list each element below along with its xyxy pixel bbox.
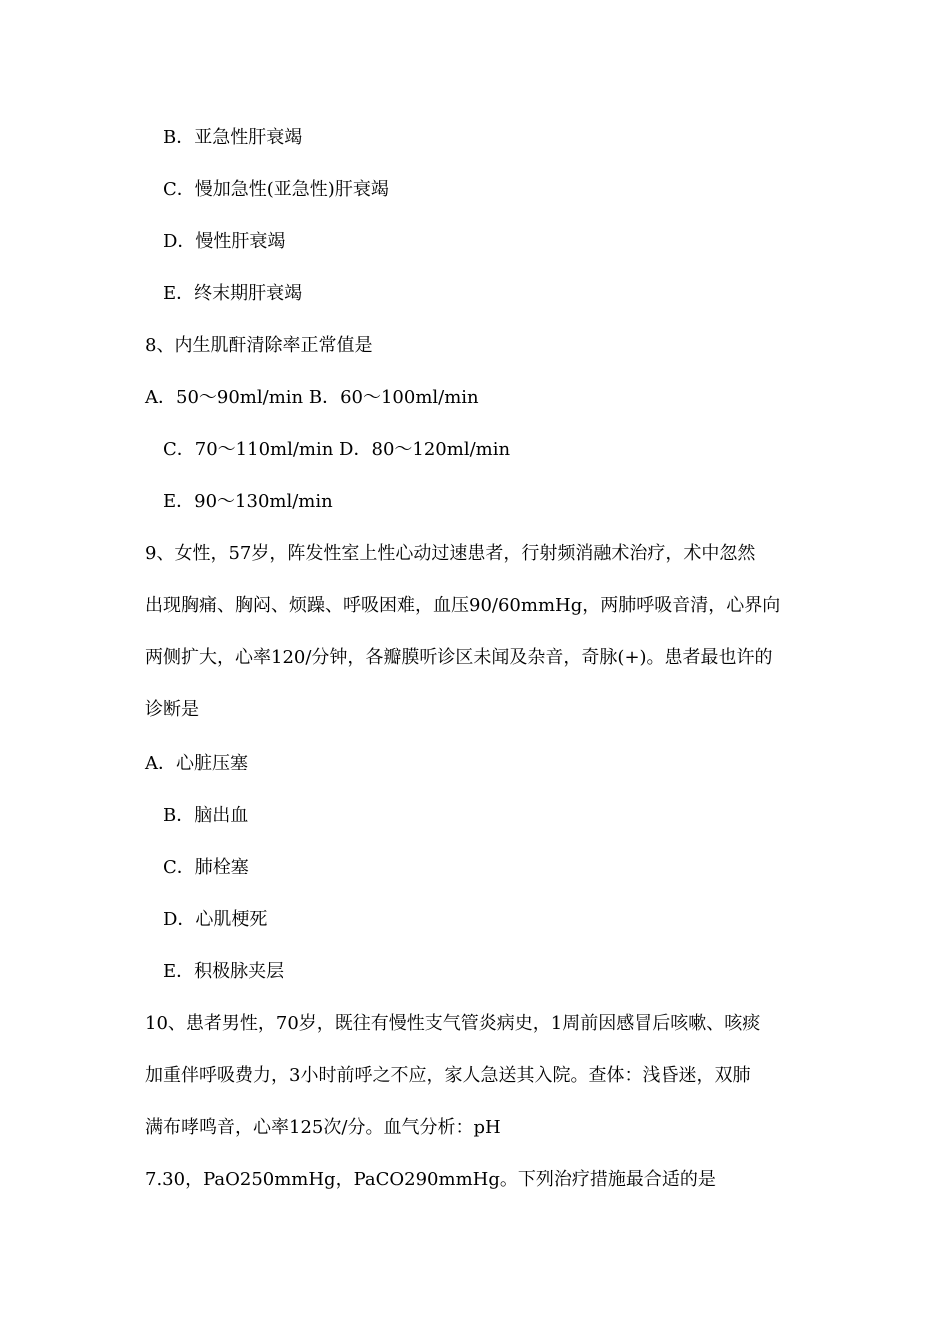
q10-line3-token: 哮 <box>181 1117 199 1138</box>
q10-line3-token: 125 <box>289 1117 324 1138</box>
q10-line3-token: 鸣 <box>199 1117 217 1138</box>
q9-stem-line: 出现胸痛、胸闷、烦躁、呼吸困难，血压90/60mmHg，两肺呼吸音清，心界向 <box>145 595 781 616</box>
q8-option-e: E．90～130ml/min <box>163 491 333 512</box>
q10-stem-line: 10、患者男性，70岁，既往有慢性支气管炎病史，1周前因感冒后咳嗽、咳痰 <box>145 1013 761 1034</box>
q10-line3-token: pH <box>473 1117 501 1138</box>
q9-stem-line: 两侧扩大，心率120/分钟，各瓣膜听诊区未闻及杂音，奇脉(+)。患者最也许的 <box>145 647 773 668</box>
q10-line3-token: 率 <box>271 1117 289 1138</box>
q10-line3-token: ， <box>235 1117 253 1138</box>
q9-option-d: D．心肌梗死 <box>163 909 268 930</box>
q10-line3-token: 音 <box>217 1117 235 1138</box>
q10-line3-token: 血 <box>383 1117 402 1138</box>
q10-line3-token: ： <box>455 1117 474 1138</box>
q9-stem-line: 9、女性，57岁，阵发性室上性心动过速患者，行射频消融术治疗，术中忽然 <box>145 543 756 564</box>
q7-option-e: E．终末期肝衰竭 <box>163 283 303 304</box>
q9-option-c: C．肺栓塞 <box>163 857 249 878</box>
q10-line3-token: 分 <box>347 1117 366 1138</box>
q10-line3-token: 满 <box>145 1117 163 1138</box>
q9-option-a: A．心脏压塞 <box>145 753 248 774</box>
q9-option-b: B．脑出血 <box>163 805 249 826</box>
q9-option-e: E．积极脉夹层 <box>163 961 285 982</box>
q10-stem-line-justified <box>145 1102 805 1154</box>
q10-line3-token: 布 <box>163 1117 181 1138</box>
q10-stem <box>145 998 805 1206</box>
q8-stem: 8、内生肌酐清除率正常值是 <box>145 335 373 356</box>
q7-option-b: B．亚急性肝衰竭 <box>163 127 303 148</box>
q7-option-c: C．慢加急性(亚急性)肝衰竭 <box>163 179 389 200</box>
q10-line3-token: 析 <box>437 1117 456 1138</box>
q10-line3-token: 心 <box>253 1117 271 1138</box>
q10-stem-line: 7.30，PaO250mmHg，PaCO290mmHg。下列治疗措施最合适的是 <box>145 1169 716 1190</box>
q10-line3-token: / <box>341 1117 348 1138</box>
q7-option-d: D．慢性肝衰竭 <box>163 231 286 252</box>
q9-stem-line: 诊断是 <box>145 699 199 720</box>
q8-options-ab: A．50～90ml/min B．60～100ml/min <box>145 387 479 408</box>
q9-stem <box>145 528 805 736</box>
q10-stem-line: 加重伴呼吸费力，3小时前呼之不应，家人急送其入院。查体：浅昏迷，双肺 <box>145 1065 751 1086</box>
q10-line3-token: 气 <box>401 1117 420 1138</box>
q8-options-cd: C．70～110ml/min D．80～120ml/min <box>163 439 511 460</box>
q10-line3-token: 。 <box>365 1117 384 1138</box>
q10-line3-token: 次 <box>323 1117 342 1138</box>
q10-line3-token: 分 <box>419 1117 438 1138</box>
